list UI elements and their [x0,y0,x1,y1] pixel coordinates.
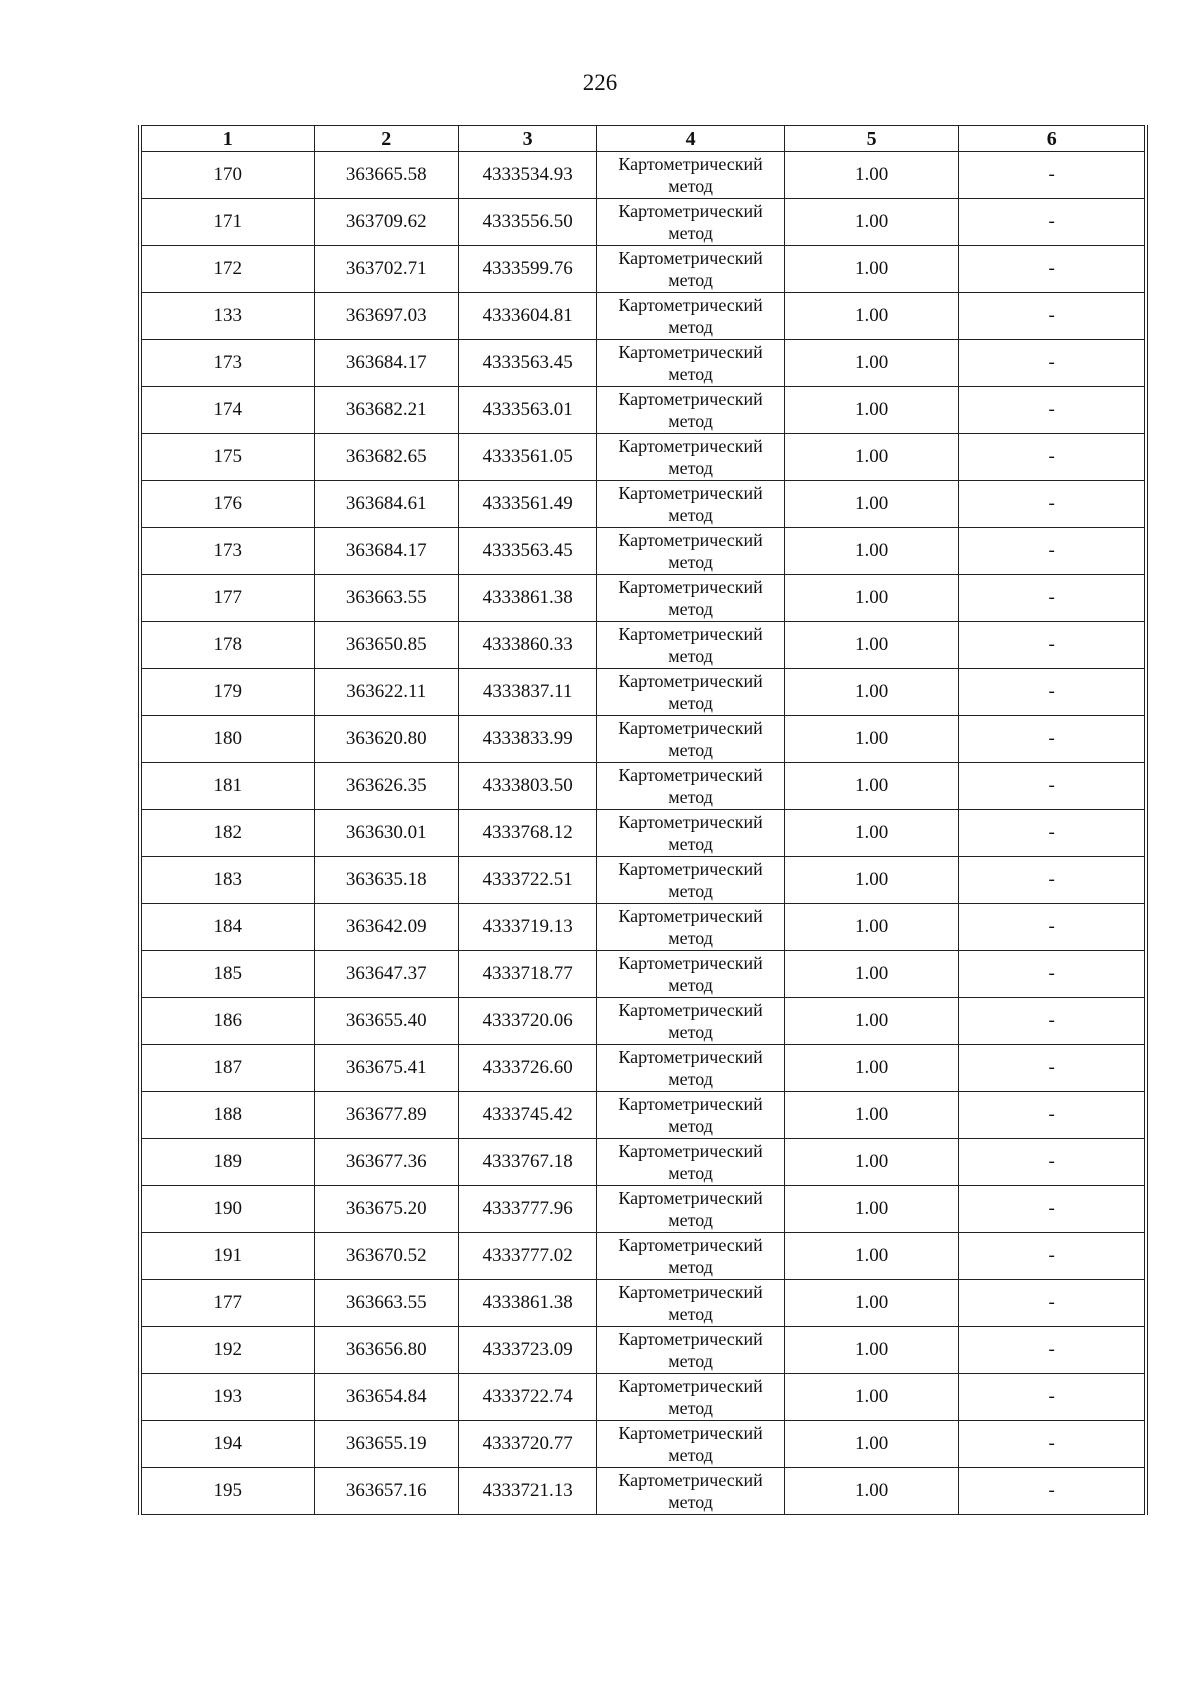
table-row [142,1233,1145,1280]
table-row [142,904,1145,951]
note-cell: - [959,387,1145,434]
note-cell: - [959,1421,1145,1468]
accuracy-cell: 1.00 [784,246,959,293]
method-cell: Картометрический метод [597,199,785,246]
x-coordinate-cell: 363647.37 [314,951,458,998]
point-number-cell: 174 [142,387,315,434]
note-cell: - [959,528,1145,575]
table-header [142,126,1145,152]
point-number-cell: 190 [142,1186,315,1233]
method-cell: Картометрический метод [597,528,785,575]
y-coordinate-cell: 4333561.49 [458,481,596,528]
point-number-cell: 194 [142,1421,315,1468]
x-coordinate-cell: 363709.62 [314,199,458,246]
accuracy-cell: 1.00 [784,1374,959,1421]
table-row [142,575,1145,622]
method-cell: Картометрический метод [597,1468,785,1515]
note-cell: - [959,810,1145,857]
x-coordinate-cell: 363650.85 [314,622,458,669]
method-cell: Картометрический метод [597,998,785,1045]
x-coordinate-cell: 363670.52 [314,1233,458,1280]
point-number-cell: 189 [142,1139,315,1186]
table-row [142,528,1145,575]
accuracy-cell: 1.00 [784,998,959,1045]
method-cell: Картометрический метод [597,152,785,199]
point-number-cell: 177 [142,1280,315,1327]
accuracy-cell: 1.00 [784,481,959,528]
point-number-cell: 181 [142,763,315,810]
method-cell: Картометрический метод [597,1139,785,1186]
method-cell: Картометрический метод [597,481,785,528]
method-cell: Картометрический метод [597,904,785,951]
x-coordinate-cell: 363622.11 [314,669,458,716]
note-cell: - [959,1045,1145,1092]
y-coordinate-cell: 4333604.81 [458,293,596,340]
table-body [142,152,1145,1515]
note-cell: - [959,1092,1145,1139]
point-number-cell: 175 [142,434,315,481]
accuracy-cell: 1.00 [784,575,959,622]
x-coordinate-cell: 363677.89 [314,1092,458,1139]
point-number-cell: 193 [142,1374,315,1421]
y-coordinate-cell: 4333723.09 [458,1327,596,1374]
y-coordinate-cell: 4333556.50 [458,199,596,246]
accuracy-cell: 1.00 [784,716,959,763]
method-cell: Картометрический метод [597,575,785,622]
x-coordinate-cell: 363656.80 [314,1327,458,1374]
x-coordinate-cell: 363642.09 [314,904,458,951]
accuracy-cell: 1.00 [784,669,959,716]
y-coordinate-cell: 4333777.02 [458,1233,596,1280]
accuracy-cell: 1.00 [784,199,959,246]
accuracy-cell: 1.00 [784,904,959,951]
table-row [142,199,1145,246]
y-coordinate-cell: 4333718.77 [458,951,596,998]
table-row [142,1421,1145,1468]
accuracy-cell: 1.00 [784,1233,959,1280]
accuracy-cell: 1.00 [784,1421,959,1468]
note-cell: - [959,716,1145,763]
column-header-5: 5 [784,126,959,152]
method-cell: Картометрический метод [597,1233,785,1280]
x-coordinate-cell: 363657.16 [314,1468,458,1515]
table-row [142,1139,1145,1186]
page-number: 226 [582,70,618,95]
point-number-cell: 173 [142,340,315,387]
point-number-cell: 133 [142,293,315,340]
x-coordinate-cell: 363675.41 [314,1045,458,1092]
table-row [142,1045,1145,1092]
column-header-1: 1 [142,126,315,152]
table-row [142,152,1145,199]
note-cell: - [959,857,1145,904]
accuracy-cell: 1.00 [784,857,959,904]
x-coordinate-cell: 363620.80 [314,716,458,763]
method-cell: Картометрический метод [597,951,785,998]
x-coordinate-cell: 363684.17 [314,528,458,575]
note-cell: - [959,340,1145,387]
note-cell: - [959,293,1145,340]
method-cell: Картометрический метод [597,387,785,434]
x-coordinate-cell: 363663.55 [314,575,458,622]
table-row [142,340,1145,387]
method-cell: Картометрический метод [597,669,785,716]
table-row [142,1374,1145,1421]
accuracy-cell: 1.00 [784,1186,959,1233]
table-row [142,246,1145,293]
x-coordinate-cell: 363635.18 [314,857,458,904]
x-coordinate-cell: 363626.35 [314,763,458,810]
accuracy-cell: 1.00 [784,1045,959,1092]
table-row [142,951,1145,998]
note-cell: - [959,904,1145,951]
note-cell: - [959,199,1145,246]
y-coordinate-cell: 4333861.38 [458,1280,596,1327]
point-number-cell: 182 [142,810,315,857]
point-number-cell: 185 [142,951,315,998]
y-coordinate-cell: 4333768.12 [458,810,596,857]
accuracy-cell: 1.00 [784,293,959,340]
accuracy-cell: 1.00 [784,1327,959,1374]
table-row [142,1092,1145,1139]
note-cell: - [959,951,1145,998]
point-number-cell: 176 [142,481,315,528]
note-cell: - [959,575,1145,622]
y-coordinate-cell: 4333720.77 [458,1421,596,1468]
x-coordinate-cell: 363675.20 [314,1186,458,1233]
y-coordinate-cell: 4333563.45 [458,340,596,387]
point-number-cell: 188 [142,1092,315,1139]
table-row [142,293,1145,340]
x-coordinate-cell: 363677.36 [314,1139,458,1186]
note-cell: - [959,1280,1145,1327]
method-cell: Картометрический метод [597,434,785,481]
point-number-cell: 172 [142,246,315,293]
x-coordinate-cell: 363682.21 [314,387,458,434]
y-coordinate-cell: 4333563.45 [458,528,596,575]
y-coordinate-cell: 4333721.13 [458,1468,596,1515]
x-coordinate-cell: 363663.55 [314,1280,458,1327]
x-coordinate-cell: 363630.01 [314,810,458,857]
method-cell: Картометрический метод [597,1186,785,1233]
y-coordinate-cell: 4333803.50 [458,763,596,810]
y-coordinate-cell: 4333722.51 [458,857,596,904]
x-coordinate-cell: 363655.19 [314,1421,458,1468]
point-number-cell: 191 [142,1233,315,1280]
y-coordinate-cell: 4333833.99 [458,716,596,763]
column-header-4: 4 [597,126,785,152]
table-row [142,434,1145,481]
coordinates-table [141,125,1145,1515]
table-row [142,387,1145,434]
accuracy-cell: 1.00 [784,810,959,857]
y-coordinate-cell: 4333837.11 [458,669,596,716]
y-coordinate-cell: 4333599.76 [458,246,596,293]
table-row [142,481,1145,528]
accuracy-cell: 1.00 [784,387,959,434]
y-coordinate-cell: 4333563.01 [458,387,596,434]
table-row [142,1280,1145,1327]
note-cell: - [959,434,1145,481]
y-coordinate-cell: 4333720.06 [458,998,596,1045]
y-coordinate-cell: 4333534.93 [458,152,596,199]
x-coordinate-cell: 363697.03 [314,293,458,340]
accuracy-cell: 1.00 [784,434,959,481]
note-cell: - [959,998,1145,1045]
y-coordinate-cell: 4333860.33 [458,622,596,669]
table-row [142,1327,1145,1374]
column-header-2: 2 [314,126,458,152]
method-cell: Картометрический метод [597,810,785,857]
y-coordinate-cell: 4333767.18 [458,1139,596,1186]
point-number-cell: 177 [142,575,315,622]
method-cell: Картометрический метод [597,857,785,904]
accuracy-cell: 1.00 [784,951,959,998]
table-row [142,857,1145,904]
method-cell: Картометрический метод [597,1045,785,1092]
point-number-cell: 183 [142,857,315,904]
table-row [142,716,1145,763]
accuracy-cell: 1.00 [784,763,959,810]
accuracy-cell: 1.00 [784,1280,959,1327]
method-cell: Картометрический метод [597,340,785,387]
note-cell: - [959,152,1145,199]
method-cell: Картометрический метод [597,622,785,669]
method-cell: Картометрический метод [597,1280,785,1327]
accuracy-cell: 1.00 [784,1468,959,1515]
accuracy-cell: 1.00 [784,1092,959,1139]
table-row [142,810,1145,857]
method-cell: Картометрический метод [597,293,785,340]
method-cell: Картометрический метод [597,1374,785,1421]
note-cell: - [959,1468,1145,1515]
note-cell: - [959,763,1145,810]
note-cell: - [959,1233,1145,1280]
note-cell: - [959,669,1145,716]
table-row [142,669,1145,716]
point-number-cell: 179 [142,669,315,716]
point-number-cell: 195 [142,1468,315,1515]
y-coordinate-cell: 4333745.42 [458,1092,596,1139]
method-cell: Картометрический метод [597,716,785,763]
x-coordinate-cell: 363655.40 [314,998,458,1045]
point-number-cell: 186 [142,998,315,1045]
accuracy-cell: 1.00 [784,622,959,669]
method-cell: Картометрический метод [597,1421,785,1468]
point-number-cell: 178 [142,622,315,669]
method-cell: Картометрический метод [597,1092,785,1139]
table-row [142,1186,1145,1233]
method-cell: Картометрический метод [597,1327,785,1374]
coordinates-table-frame [138,125,1148,1515]
y-coordinate-cell: 4333726.60 [458,1045,596,1092]
table-header-row [142,126,1145,152]
table-row [142,1468,1145,1515]
column-header-6: 6 [959,126,1145,152]
note-cell: - [959,622,1145,669]
accuracy-cell: 1.00 [784,1139,959,1186]
point-number-cell: 170 [142,152,315,199]
table-row [142,763,1145,810]
accuracy-cell: 1.00 [784,528,959,575]
table-row [142,998,1145,1045]
note-cell: - [959,246,1145,293]
note-cell: - [959,1186,1145,1233]
column-header-3: 3 [458,126,596,152]
point-number-cell: 187 [142,1045,315,1092]
y-coordinate-cell: 4333722.74 [458,1374,596,1421]
point-number-cell: 184 [142,904,315,951]
x-coordinate-cell: 363654.84 [314,1374,458,1421]
y-coordinate-cell: 4333719.13 [458,904,596,951]
method-cell: Картометрический метод [597,763,785,810]
x-coordinate-cell: 363702.71 [314,246,458,293]
note-cell: - [959,481,1145,528]
note-cell: - [959,1374,1145,1421]
note-cell: - [959,1327,1145,1374]
x-coordinate-cell: 363684.61 [314,481,458,528]
point-number-cell: 173 [142,528,315,575]
x-coordinate-cell: 363665.58 [314,152,458,199]
y-coordinate-cell: 4333561.05 [458,434,596,481]
accuracy-cell: 1.00 [784,340,959,387]
point-number-cell: 180 [142,716,315,763]
point-number-cell: 171 [142,199,315,246]
y-coordinate-cell: 4333861.38 [458,575,596,622]
table-row [142,622,1145,669]
note-cell: - [959,1139,1145,1186]
y-coordinate-cell: 4333777.96 [458,1186,596,1233]
point-number-cell: 192 [142,1327,315,1374]
x-coordinate-cell: 363684.17 [314,340,458,387]
x-coordinate-cell: 363682.65 [314,434,458,481]
accuracy-cell: 1.00 [784,152,959,199]
method-cell: Картометрический метод [597,246,785,293]
